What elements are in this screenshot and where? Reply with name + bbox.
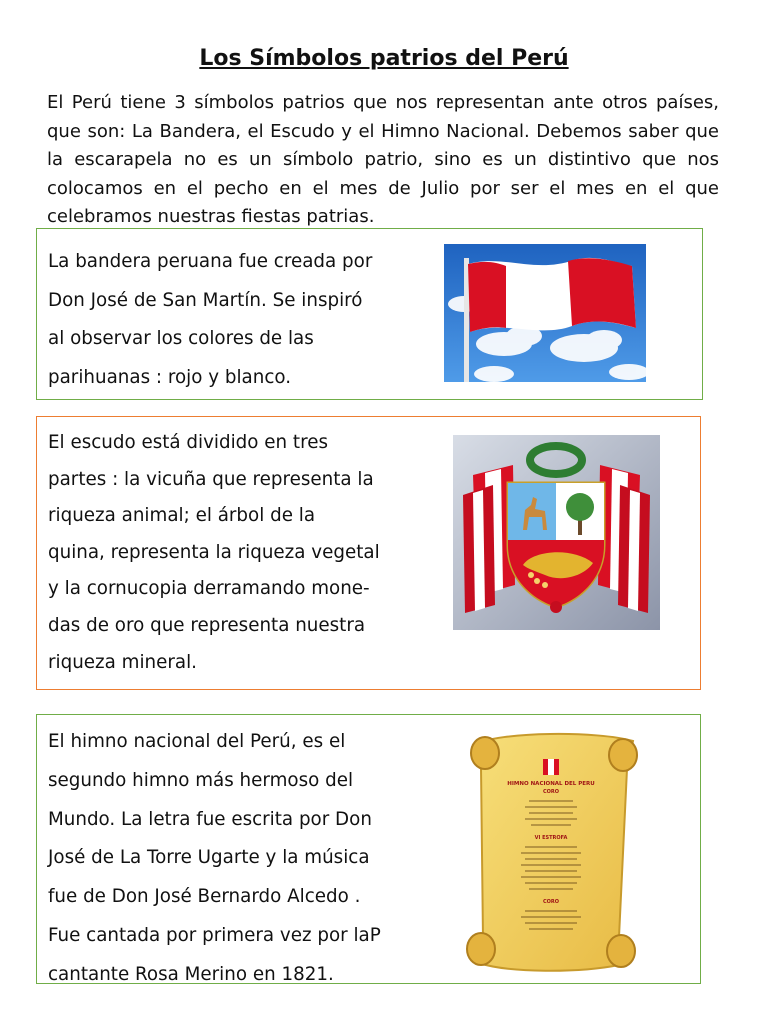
scroll-coro-label-2: CORO (542, 899, 560, 905)
text-line: segundo himno más hermoso del (48, 769, 354, 791)
text-line: das de oro que representa nuestra (48, 614, 366, 636)
page-title: Los Símbolos patrios del Perú (199, 46, 569, 71)
scroll-estrofa-label: VI ESTROFA (534, 835, 568, 841)
peru-coat-of-arms-image (453, 435, 660, 630)
scroll-heading: HIMNO NACIONAL DEL PERU (507, 781, 595, 787)
text-line: parihuanas : rojo y blanco. (48, 366, 292, 388)
text-line: El escudo está dividido en tres (48, 432, 328, 453)
text-line: riqueza animal; el árbol de la (48, 505, 316, 527)
text-line: y la cornucopia derramando mone- (48, 578, 370, 600)
text-line: Mundo. La letra fue escrita por Don (48, 808, 372, 830)
text-line: José de La Torre Ugarte y la música (48, 847, 370, 869)
flag-section (36, 228, 703, 400)
text-line: fue de Don José Bernardo Alcedo . (48, 886, 361, 908)
anthem-section (36, 714, 701, 984)
coat-of-arms-text (48, 425, 393, 681)
text-line: Don José de San Martín. Se inspiró (48, 289, 363, 311)
text-line: quina, representa la riqueza vegetal (48, 541, 380, 563)
text-line: El himno nacional del Perú, es el (48, 731, 346, 752)
text-line: cantante Rosa Merino en 1821. (48, 963, 334, 985)
text-line: La bandera peruana fue creada por (48, 251, 373, 272)
anthem-scroll-image (459, 727, 644, 973)
intro-paragraph: El Perú tiene 3 símbolos patrios que nos representan ante otros países, que son: La Bandera, el Escudo y el Himno Nacional. Debemos saber que la escarapela no es un símbolo patrio, sino es un distintivo que nos colocamos en el pecho en el mes de Julio por ser el mes en el que celebramos nuestras fiestas patrias. (47, 92, 719, 228)
text-line: partes : la vicuña que representa la (48, 468, 374, 490)
text-line: riqueza mineral. (48, 651, 197, 673)
peru-flag-image (444, 244, 646, 382)
scroll-coro-label: CORO (542, 789, 560, 795)
text-line: al observar los colores de las (48, 328, 314, 350)
flag-text (48, 243, 378, 397)
coat-of-arms-section (36, 416, 701, 690)
anthem-text (48, 723, 393, 995)
text-line: Fue cantada por primera vez por laP (48, 924, 381, 946)
